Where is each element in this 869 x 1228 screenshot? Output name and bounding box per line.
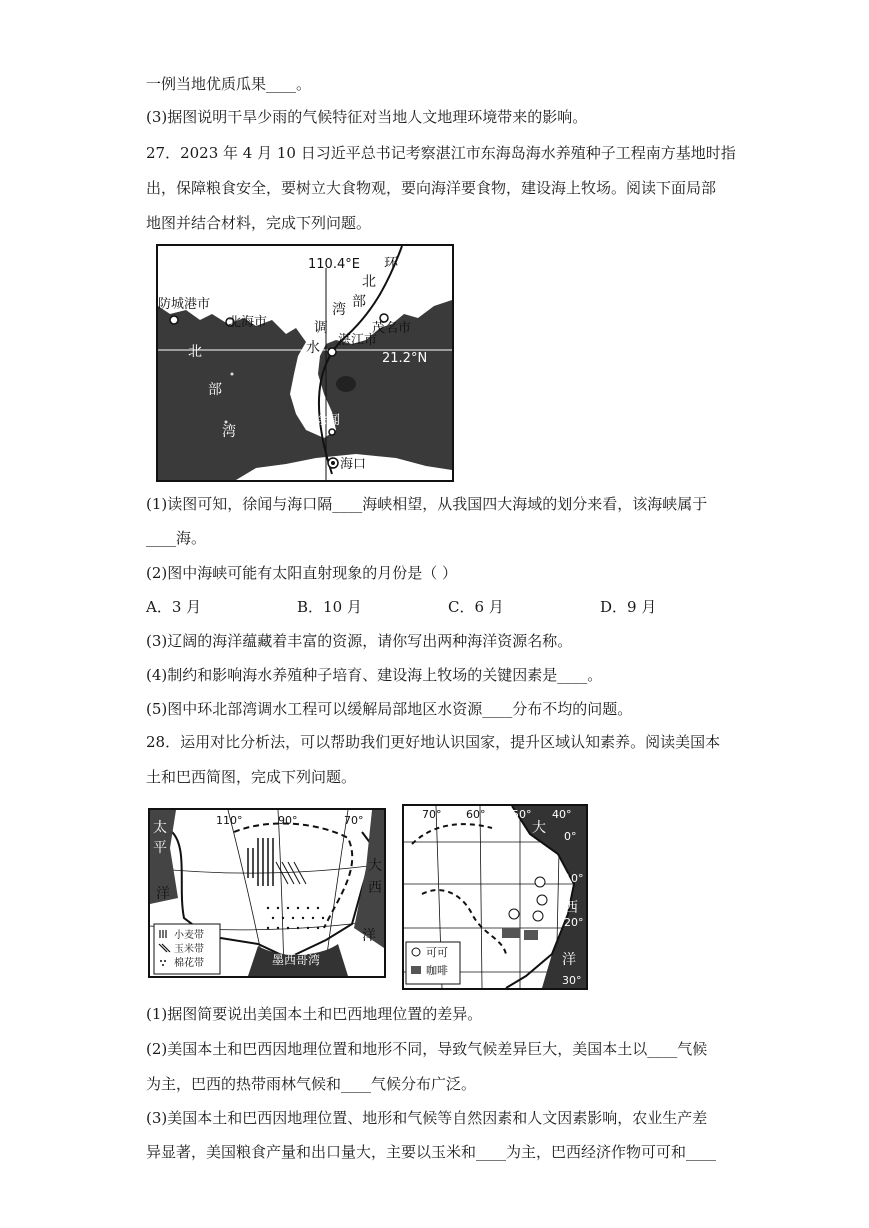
latitude-label: 21.2°N bbox=[382, 351, 428, 366]
question-28-stem: 28．运用对比分析法，可以帮助我们更好地认识国家，提升区域认知素养。阅读美国本 bbox=[146, 733, 721, 751]
gulf-label: 部 bbox=[208, 382, 222, 398]
gulf-label: 湾 bbox=[222, 424, 236, 440]
atlantic-label: 西 bbox=[368, 880, 382, 896]
atlantic-label: 大 bbox=[368, 858, 382, 874]
option-b[interactable]: B．10 月 bbox=[297, 598, 362, 616]
question-27-3: (3)辽阔的海洋蕴藏着丰富的资源，请你写出两种海洋资源名称。 bbox=[146, 632, 573, 650]
longitude-label: 70° bbox=[422, 808, 442, 821]
text-line: 为主，巴西的热带雨林气候和____气候分布广泛。 bbox=[146, 1075, 477, 1093]
question-28-3: (3)美国本土和巴西因地理位置、地形和气候等自然因素和人文因素影响，农业生产差 bbox=[146, 1109, 708, 1127]
city-maoming: 茂名市 bbox=[372, 321, 412, 336]
atlantic-label: 洋 bbox=[362, 928, 376, 944]
longitude-label: 110.4°E bbox=[308, 257, 360, 272]
legend-cocoa: 可可 bbox=[426, 946, 448, 959]
city-xuwen: 徐闻 bbox=[314, 413, 341, 428]
project-label: 工 bbox=[296, 360, 310, 376]
latitude-label: 10° bbox=[564, 872, 584, 885]
project-label: 水 bbox=[306, 340, 320, 356]
pacific-label: 平 bbox=[153, 840, 167, 856]
longitude-label: 90° bbox=[278, 814, 298, 827]
gulf-label: 北 bbox=[188, 344, 202, 360]
atlantic-label: 洋 bbox=[562, 952, 576, 968]
text-line: ____海。 bbox=[146, 529, 207, 547]
latitude-label: 0° bbox=[564, 830, 577, 843]
question-27-1: (1)读图可知，徐闻与海口隔____海峡相望，从我国四大海域的划分来看，该海峡属于 bbox=[146, 495, 708, 513]
project-label: 北 bbox=[362, 274, 376, 290]
city-haikou: 海口 bbox=[340, 457, 367, 472]
text-line: 一例当地优质瓜果____。 bbox=[146, 75, 312, 93]
question-28-1: (1)据图简要说出美国本土和巴西地理位置的差异。 bbox=[146, 1005, 483, 1023]
project-label: 环 bbox=[384, 256, 398, 272]
option-d[interactable]: D．9 月 bbox=[600, 598, 657, 616]
question-27-2: (2)图中海峡可能有太阳直射现象的月份是（ ） bbox=[146, 564, 458, 582]
text-line: 地图并结合材料，完成下列问题。 bbox=[146, 214, 372, 232]
usa-map bbox=[148, 808, 386, 978]
atlantic-label: 大 bbox=[532, 820, 546, 836]
question-27-stem: 27．2023 年 4 月 10 日习近平总书记考察湛江市东海岛海水养殖种子工程南方基地时指 bbox=[146, 144, 736, 162]
city-beihai: 北海市 bbox=[228, 315, 268, 330]
city-fangchenggang: 防城港市 bbox=[158, 297, 211, 312]
text-line: 异显著，美国粮食产量和出口量大，主要以玉米和____为主，巴西经济作物可可和____ bbox=[146, 1143, 717, 1161]
option-a[interactable]: A．3 月 bbox=[146, 598, 202, 616]
legend-corn: 玉米带 bbox=[174, 944, 204, 955]
pacific-label: 洋 bbox=[156, 886, 170, 902]
legend-cotton: 棉花带 bbox=[174, 958, 204, 969]
atlantic-label: 西 bbox=[564, 900, 578, 916]
longitude-label: 50° bbox=[512, 808, 532, 821]
question-27-5: (5)图中环北部湾调水工程可以缓解局部地区水资源____分布不均的问题。 bbox=[146, 700, 633, 718]
longitude-label: 40° bbox=[552, 808, 572, 821]
project-label: 部 bbox=[352, 294, 366, 310]
legend-wheat: 小麦带 bbox=[174, 930, 204, 941]
latitude-label: 30° bbox=[562, 974, 582, 987]
text-line: 土和巴西简图，完成下列问题。 bbox=[146, 768, 357, 786]
pacific-label: 太 bbox=[153, 820, 167, 836]
longitude-label: 110° bbox=[216, 814, 243, 827]
latitude-label: 20° bbox=[564, 916, 584, 929]
project-label: 调 bbox=[314, 320, 328, 336]
question-27-4: (4)制约和影响海水养殖种子培育、建设海上牧场的关键因素是____。 bbox=[146, 666, 603, 684]
beibu-gulf-map bbox=[156, 244, 454, 482]
gulf-of-mexico-label: 墨西哥湾 bbox=[272, 953, 321, 967]
option-c[interactable]: C．6 月 bbox=[448, 598, 504, 616]
project-label: 程 bbox=[296, 388, 310, 404]
brazil-map bbox=[402, 804, 588, 990]
project-label: 湾 bbox=[332, 302, 346, 318]
legend-coffee: 咖啡 bbox=[426, 964, 448, 977]
city-zhanjiang: 湛江市 bbox=[338, 333, 378, 348]
text-line: 出，保障粮食安全，要树立大食物观，要向海洋要食物，建设海上牧场。阅读下面局部 bbox=[146, 179, 717, 197]
longitude-label: 70° bbox=[344, 814, 364, 827]
question-28-2: (2)美国本土和巴西因地理位置和地形不同，导致气候差异巨大，美国本土以____气候 bbox=[146, 1040, 708, 1058]
text-line: (3)据图说明干旱少雨的气候特征对当地人文地理环境带来的影响。 bbox=[146, 108, 588, 126]
longitude-label: 60° bbox=[466, 808, 486, 821]
